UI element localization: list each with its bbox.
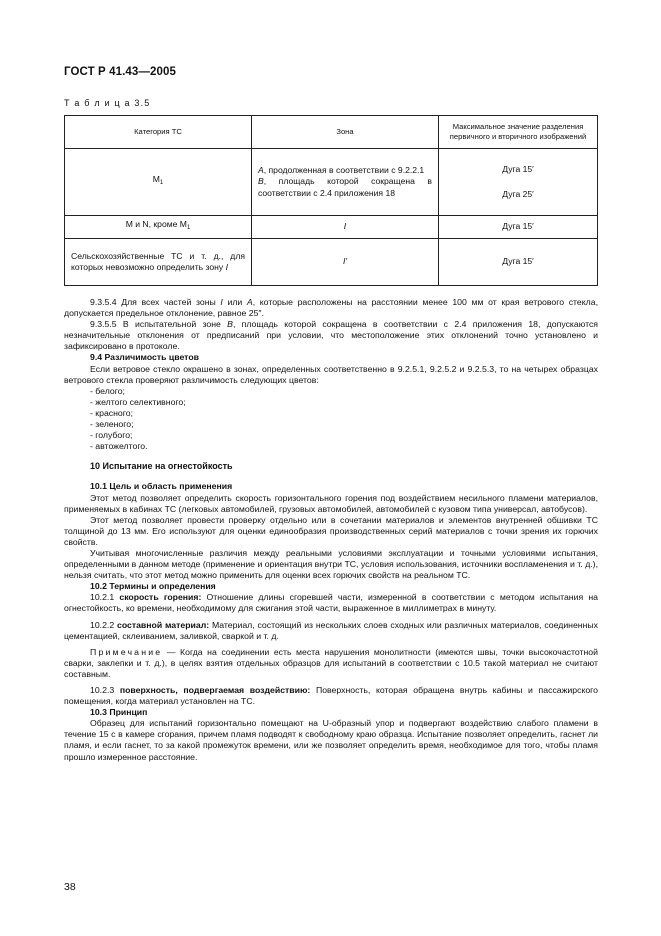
col-header-category: Категория ТС — [65, 116, 252, 149]
cell-category: Сельскохозяйственные ТС и т. д., для которых невозможно определить зону I — [65, 239, 252, 286]
heading-10-3: 10.3 Принцип — [90, 707, 148, 718]
list-item: - автожелтого. — [90, 441, 148, 452]
paragraph-10-1-1: Этот метод позволяет определить скорость горизонтального горения под воздействием несильного пламени материалов, применяемых в кабинах ТС (легковых автомобилей, грузовых автомобилей, автомобилей с кузовом типа универсал, автобусов). — [64, 492, 598, 514]
col-header-max-separation: Максимальное значение разделения первичного и вторичного изображений — [439, 116, 598, 149]
list-item: - красного; — [90, 407, 133, 418]
paragraph-10-3: Образец для испытаний горизонтально помещают на U-образный упор и подвергают воздействию слабого пламени в течение 15 с в камере сгорания, причем пламя подводят к свободному краю образца. Испытание позволяет определить, гаснет ли пламя, и если гаснет, то за какой промежуток времени, или же позволяет определить время, необходимое для того, чтобы пламя прошло измеренное расстояние. — [64, 718, 598, 762]
table-row — [65, 239, 598, 286]
section-heading-10: 10 Испытание на огнестойкость — [90, 461, 233, 472]
heading-9-4: 9.4 Различимость цветов — [90, 352, 199, 363]
color-list — [64, 386, 598, 453]
heading-10-2: 10.2 Термины и определения — [90, 581, 216, 592]
col-header-zone: Зона — [252, 116, 439, 149]
value-zone-b: Дуга 25′ — [502, 189, 534, 199]
value-zone-a: Дуга 15′ — [502, 163, 534, 174]
table-row — [65, 216, 598, 239]
paragraph-10-1-3: Учитывая многочисленные различия между реальными условиями эксплуатации и точными условиями испытания, определенными в данном методе (применение и ориентация внутри ТС, условия использования, источники воспламенения и т. д.), нельзя считать, что этот метод можно применить для оценки всех горючих свойств на реальном ТС. — [64, 547, 598, 581]
table-3-5 — [64, 115, 598, 286]
list-item: - белого; — [90, 385, 125, 396]
list-item: - зеленого; — [90, 419, 134, 430]
paragraph-9-4: Если ветровое стекло окрашено в зонах, определенных соответственно в 9.2.5.1, 9.2.5.2 и 9.2.5.3, то на четырех образцах ветрового стекла проверяют различимость следующих цветов: — [64, 363, 598, 385]
page-number: 38 — [64, 881, 76, 893]
document-code: ГОСТ Р 41.43—2005 — [64, 66, 176, 78]
cell-max-value: Дуга 15′ — [439, 239, 598, 286]
cell-max-value: Дуга 15′ — [439, 216, 598, 239]
table-caption: Т а б л и ц а 3.5 — [64, 98, 151, 108]
cell-zone: I — [252, 216, 439, 239]
cell-category: $M_1$ — [65, 149, 252, 216]
zone-a-text: A, продолженная в соответствии с 9.2.2.1 — [258, 165, 425, 176]
term-10-2-3: 10.2.3 поверхность, подвергаемая воздействию: Поверхность, которая обращена внутрь кабины и пассажирского помещения, когда материал установлен на ТС. — [64, 685, 598, 707]
cell-category: M и N, кроме $M_1$ — [65, 216, 252, 239]
term-10-2-1: 10.2.1 скорость горения: Отношение длины сгоревшей части, измеренной в соответствии с методом испытания на огнестойкость, ко времени, необходимому для сжигания этой части, выраженное в миллиметрах в минуту. — [64, 592, 598, 614]
heading-10-1: 10.1 Цель и область применения — [90, 481, 233, 492]
zone-b-text: B, площадь которой сокращена в соответствии с 2.4 приложения 18 — [258, 176, 432, 198]
list-item: - желтого селективного; — [90, 396, 186, 407]
cell-zone — [252, 149, 439, 216]
cell-max-value — [439, 149, 598, 216]
term-10-2-2: 10.2.2 составной материал: Материал, состоящий из нескольких слоев сходных или различных материалов, соединенных цементацией, склеиванием, заливкой, сваркой и т. д. — [64, 619, 598, 641]
table-header-row — [65, 116, 598, 149]
paragraph-9-3-5-4: 9.3.5.4 Для всех частей зоны I или A, которые расположены на расстоянии менее 100 мм от края ветрового стекла, допускается предельное отклонение, равное 25″. — [64, 297, 598, 319]
paragraph-10-1-2: Этот метод позволяет провести проверку отдельно или в сочетании материалов и элементов внутренней обшивки ТС толщиной до 13 мм. Его используют для оценки единообразия производственных серий материалов с точки зрения их горючих свойств. — [64, 514, 598, 547]
list-item: - голубого; — [90, 430, 133, 441]
note: Примечание — Когда на соединении есть места нарушения монолитности (имеются швы, точки высокочастотной сварки, заклепки и т. д.), в целях взятия отдельных образцов для испытаний в соответствии с 10.5 такой материал не считают составным. — [64, 646, 598, 679]
body-text — [64, 297, 598, 763]
table-row — [65, 149, 598, 216]
cell-zone: I′ — [252, 239, 439, 286]
paragraph-9-3-5-5: 9.3.5.5 В испытательной зоне B, площадь которой сокращена в соответствии с 2.4 приложения 18, допускаются незначительные отклонения от предписаний при условии, что местоположение этих отклонений точно установлено и зафиксировано в протоколе. — [64, 319, 598, 352]
